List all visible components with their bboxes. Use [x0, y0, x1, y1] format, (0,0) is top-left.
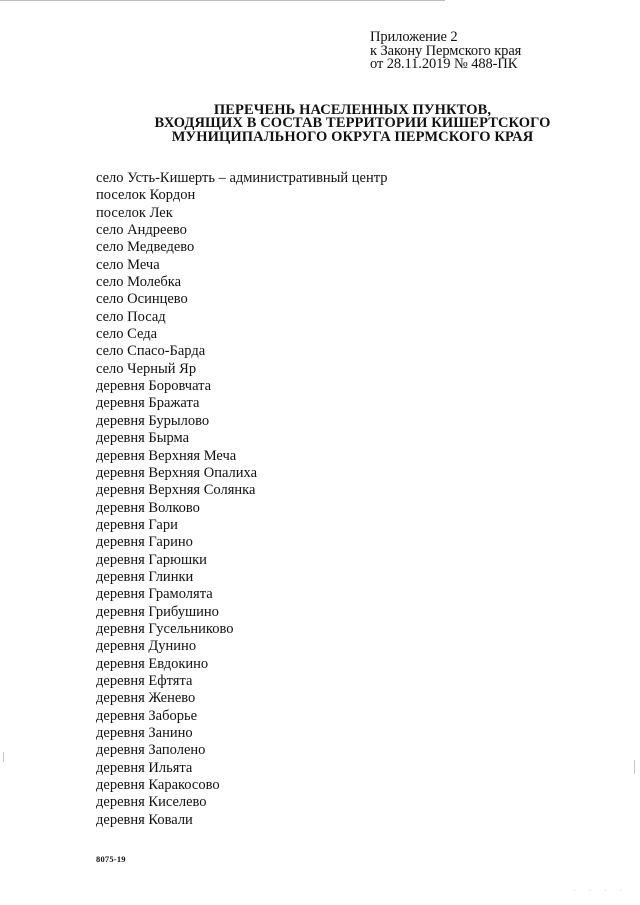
- settlement-item: деревня Гари: [96, 516, 178, 533]
- settlement-item: деревня Заборье: [96, 707, 198, 724]
- settlement-item: деревня Гарино: [96, 534, 193, 551]
- settlement-item: деревня Каракосово: [96, 777, 220, 794]
- settlement-item: село Седа: [96, 326, 158, 343]
- settlement-item: деревня Грибушино: [96, 603, 219, 620]
- settlement-item: деревня Ильята: [96, 759, 193, 776]
- settlement-item: село Черный Яр: [96, 360, 197, 377]
- settlement-item: деревня Верхняя Опалиха: [96, 464, 258, 481]
- settlement-item: поселок Кордон: [96, 187, 196, 204]
- settlement-item: деревня Ковали: [96, 811, 193, 828]
- settlement-list: [96, 170, 388, 829]
- settlement-item: село Посад: [96, 308, 166, 325]
- settlement-item: село Спасо-Барда: [96, 343, 206, 360]
- settlement-item: деревня Верхняя Меча: [96, 447, 237, 464]
- settlement-item: деревня Боровчата: [96, 378, 212, 395]
- document-title: [130, 104, 575, 144]
- settlement-item: деревня Занино: [96, 725, 193, 741]
- settlement-item: деревня Бырма: [96, 430, 190, 447]
- scan-artifact-mark: [634, 760, 635, 774]
- document-code: 8075-19: [96, 854, 126, 864]
- scan-artifact-mark: [3, 752, 4, 762]
- settlement-item: деревня Евдокино: [96, 655, 209, 672]
- settlement-item: деревня Заполено: [96, 742, 206, 759]
- title-line-1: ПЕРЕЧЕНЬ НАСЕЛЕННЫХ ПУНКТОВ,: [213, 102, 492, 118]
- settlement-item: село Медведево: [96, 239, 195, 256]
- scan-artifact: · · · ·: [573, 888, 628, 894]
- title-line-3: МУНИЦИПАЛЬНОГО ОКРУГА ПЕРМСКОГО КРАЯ: [171, 128, 534, 145]
- settlement-item: село Меча: [96, 256, 160, 273]
- settlement-item: село Андреево: [96, 222, 187, 239]
- scan-edge-line: [0, 0, 445, 1]
- appendix-date: от 28.11.2019 № 488-ПК: [370, 56, 518, 72]
- title-line-2: ВХОДЯЩИХ В СОСТАВ ТЕРРИТОРИИ КИШЕРТСКОГО: [154, 115, 551, 132]
- settlement-item: деревня Бражата: [96, 395, 200, 412]
- settlement-item: село Молебка: [96, 274, 182, 291]
- settlement-item: деревня Бурылово: [96, 412, 210, 429]
- settlement-item: деревня Глинки: [96, 568, 194, 585]
- settlement-item: деревня Гарюшки: [96, 551, 207, 568]
- appendix-law: к Закону Пермского края: [370, 42, 522, 59]
- settlement-item: деревня Волково: [96, 499, 200, 516]
- settlement-item: село Осинцево: [96, 291, 188, 308]
- settlement-item: деревня Гусельниково: [96, 620, 234, 637]
- settlement-item: деревня Дунино: [96, 638, 197, 655]
- settlement-item: деревня Грамолята: [96, 586, 213, 603]
- settlement-item: деревня Верхняя Солянка: [96, 482, 256, 499]
- settlement-item: деревня Киселево: [96, 794, 207, 811]
- appendix-number: Приложение 2: [370, 29, 458, 45]
- settlement-item: поселок Лек: [96, 204, 173, 221]
- appendix-reference: [370, 31, 521, 72]
- settlement-item: село Усть-Кишерть – административный центр: [96, 170, 388, 186]
- settlement-item: деревня Ефтята: [96, 672, 193, 689]
- settlement-item: деревня Женево: [96, 690, 196, 707]
